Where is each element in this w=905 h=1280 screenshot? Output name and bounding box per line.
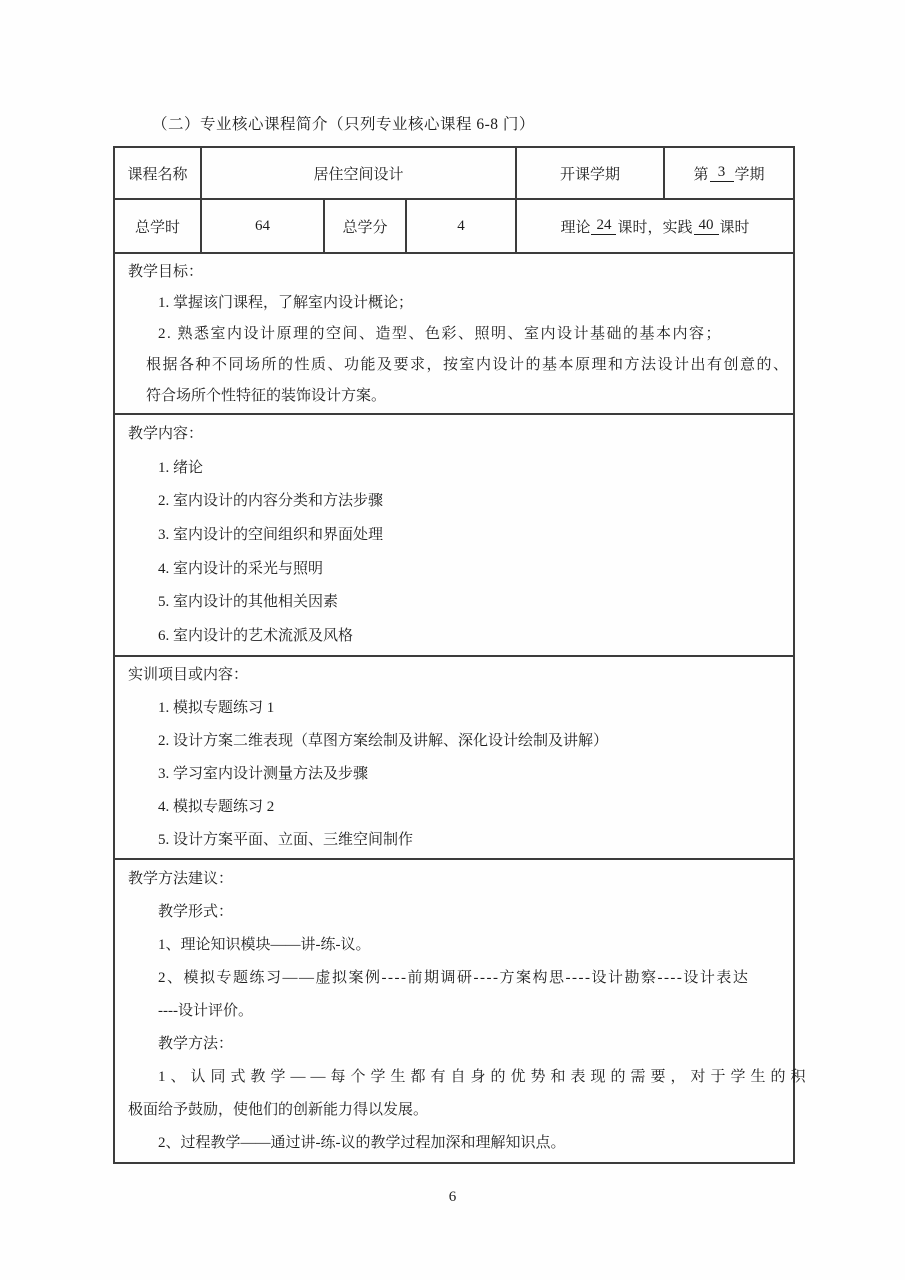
section-line: 根据各种不同场所的性质、功能及要求，按室内设计的基本原理和方法设计出有创意的、 (146, 356, 790, 373)
theory-hours-blank: 24 (591, 217, 616, 235)
semester-suffix: 学期 (734, 166, 765, 183)
section-line: ----设计评价。 (158, 1002, 253, 1019)
semester-label: 开课学期 (517, 148, 665, 198)
table-row-hours (115, 200, 793, 254)
section-teaching-goals (115, 254, 793, 415)
section-practice-items (115, 657, 793, 860)
section-line: 1. 模拟专题练习 1 (158, 700, 275, 717)
section-line: 3. 室内设计的空间组织和界面处理 (158, 526, 384, 543)
section-line: 符合场所个性特征的装饰设计方案。 (146, 387, 387, 404)
page-number: 6 (448, 1189, 457, 1205)
total-hours-value: 64 (202, 200, 325, 252)
section-line: 1、认同式教学——每个学生都有自身的优势和表现的需要，对于学生的积 (158, 1069, 811, 1086)
section-teaching-content (115, 415, 793, 657)
page-title: （二）专业核心课程简介（只列专业核心课程 6-8 门） (152, 116, 535, 133)
section-line: 4. 模拟专题练习 2 (158, 798, 275, 815)
theory-unit: 课时， (617, 219, 663, 236)
course-table (113, 146, 811, 1164)
section-teaching-methods (115, 860, 811, 1162)
section-line: 2. 室内设计的内容分类和方法步骤 (158, 493, 384, 510)
section-line: 2. 设计方案二维表现（草图方案绘制及讲解、深化设计绘制及讲解） (158, 733, 609, 750)
hours-breakdown (517, 200, 793, 252)
total-hours-label: 总学时 (115, 200, 202, 252)
section-line: 3. 学习室内设计测量方法及步骤 (158, 765, 369, 782)
section-line: 4. 室内设计的采光与照明 (158, 560, 324, 577)
semester-blank: 3 (710, 164, 734, 182)
section-line: 6. 室内设计的艺术流派及风格 (158, 628, 354, 645)
course-name-label: 课程名称 (115, 148, 202, 198)
section-line: 1. 绪论 (158, 459, 204, 476)
table-row-course (115, 148, 793, 200)
theory-label: 理论 (560, 219, 591, 236)
semester-value (665, 148, 793, 198)
practice-label: 实践 (662, 219, 693, 236)
section-line: 教学形式： (158, 903, 234, 920)
section-line: 2. 熟悉室内设计原理的空间、造型、色彩、照明、室内设计基础的基本内容； (158, 325, 723, 342)
section-line: 2、过程教学——通过讲-练-议的教学过程加深和理解知识点。 (158, 1135, 566, 1152)
section-heading: 教学内容： (128, 425, 204, 442)
section-line: 极面给予鼓励，使他们的创新能力得以发展。 (128, 1102, 429, 1119)
section-heading: 教学方法建议： (128, 870, 234, 887)
practice-hours-blank: 40 (694, 217, 719, 235)
section-line: 教学方法： (158, 1036, 234, 1053)
section-heading: 教学目标： (128, 263, 204, 280)
section-line: 1. 掌握该门课程，了解室内设计概论； (158, 294, 414, 311)
section-line: 5. 室内设计的其他相关因素 (158, 594, 339, 611)
practice-unit: 课时 (719, 219, 750, 236)
section-line: 5. 设计方案平面、立面、三维空间制作 (158, 831, 414, 848)
total-credits-value: 4 (407, 200, 517, 252)
section-heading: 实训项目或内容： (128, 667, 249, 684)
section-line: 1、理论知识模块——讲-练-议。 (158, 936, 371, 953)
total-credits-label: 总学分 (325, 200, 407, 252)
section-line: 2、模拟专题练习——虚拟案例----前期调研----方案构思----设计勘察----设计表达 (158, 969, 750, 986)
course-name-value: 居住空间设计 (202, 148, 517, 198)
semester-prefix: 第 (693, 166, 709, 183)
